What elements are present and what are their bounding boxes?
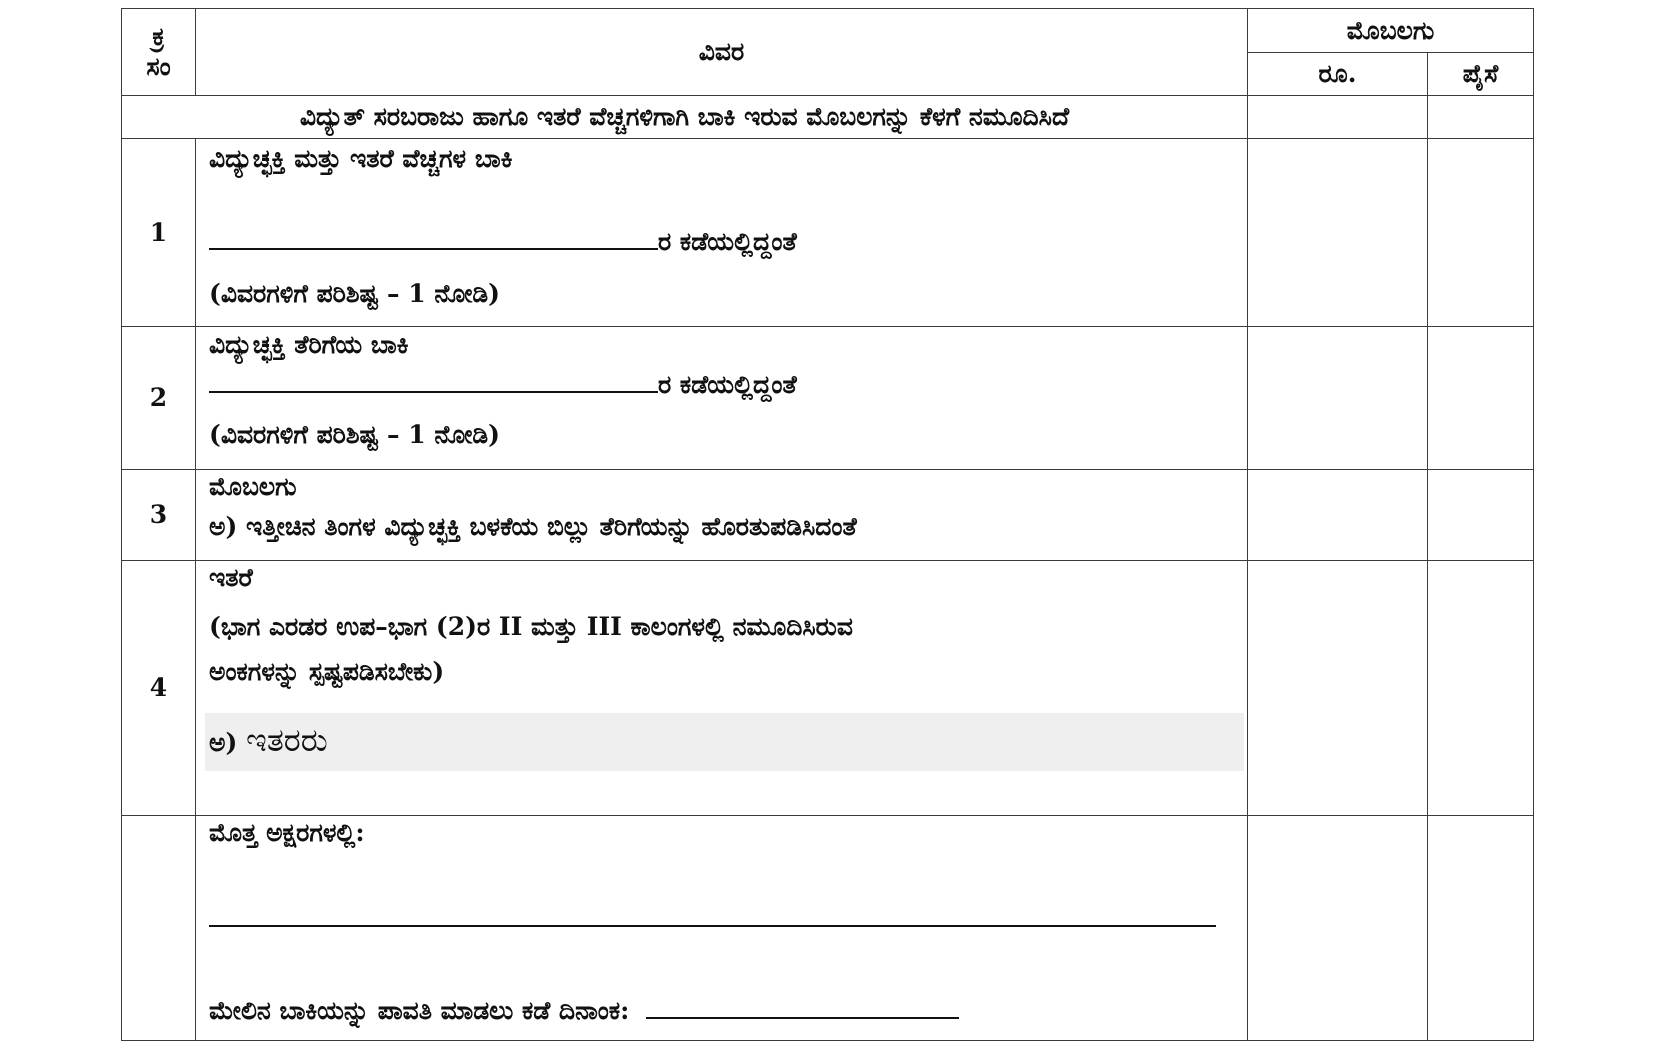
total-serial-cell xyxy=(122,816,196,1041)
row1-note: (ವಿವರಗಳಿಗೆ ಪರಿಶಿಷ್ಟ – 1 ನೋಡಿ) xyxy=(209,279,500,308)
row1-serial: 1 xyxy=(122,139,196,327)
serial-number-header xyxy=(122,9,196,96)
row4-paise-cell xyxy=(1428,561,1534,816)
payment-date-blank xyxy=(646,1017,959,1019)
row1-rupees-cell xyxy=(1248,139,1428,327)
row1-description xyxy=(196,139,1248,327)
row1-date-suffix: ರ ಕಡೆಯಲ್ಲಿದ್ದಂತೆ xyxy=(658,227,797,256)
row4-item-a xyxy=(209,721,328,759)
row2-date-line xyxy=(209,370,797,400)
row2-date-suffix: ರ ಕಡೆಯಲ್ಲಿದ್ದಂತೆ xyxy=(658,370,797,399)
row1-date-blank xyxy=(209,248,658,250)
total-in-words-blank xyxy=(209,925,1216,927)
paise-header: ಪೈಸೆ xyxy=(1428,53,1534,96)
row3-serial: 3 xyxy=(122,470,196,561)
total-in-words-label: ಮೊತ್ತ ಅಕ್ಷರಗಳಲ್ಲಿ: xyxy=(209,818,365,847)
details-header: ವಿವರ xyxy=(196,9,1248,96)
row2-note: (ವಿವರಗಳಿಗೆ ಪರಿಶಿಷ್ಟ – 1 ನೋಡಿ) xyxy=(209,420,500,449)
row4-note-line2: ಅಂಕಗಳನ್ನು ಸ್ಪಷ್ಟಪಡಿಸಬೇಕು) xyxy=(209,657,445,686)
intro-paise-cell xyxy=(1428,96,1534,139)
total-paise-cell xyxy=(1428,816,1534,1041)
row4-item-a-text: ಇತರರು xyxy=(246,721,328,759)
total-rupees-cell xyxy=(1248,816,1428,1041)
row3-paise-cell xyxy=(1428,470,1534,561)
serial-header-line1: ಕ್ರ xyxy=(152,22,165,51)
row4-item-a-marker: ಅ) xyxy=(209,728,238,757)
row4-highlight-band xyxy=(205,713,1244,771)
row4-note-line1: (ಭಾಗ ಎರಡರ ಉಪ–ಭಾಗ (2)ರ II ಮತ್ತು III ಕಾಲಂಗಳಲ್ಲಿ ನಮೂದಿಸಿರುವ xyxy=(209,612,853,641)
payment-date-label: ಮೇಲಿನ ಬಾಕಿಯನ್ನು ಪಾವತಿ ಮಾಡಲು ಕಡೆ ದಿನಾಂಕ: xyxy=(209,996,630,1025)
intro-rupees-cell xyxy=(1248,96,1428,139)
row3-rupees-cell xyxy=(1248,470,1428,561)
intro-row-text: ವಿದ್ಯುತ್ ಸರಬರಾಜು ಹಾಗೂ ಇತರೆ ವೆಚ್ಚಗಳಿಗಾಗಿ ಬಾಕಿ ಇರುವ ಮೊಬಲಗನ್ನು ಕೆಳಗೆ ನಮೂದಿಸಿದೆ xyxy=(122,96,1248,139)
row2-paise-cell xyxy=(1428,327,1534,470)
row2-title: ವಿದ್ಯುಚ್ಛಕ್ತಿ ತೆರಿಗೆಯ ಬಾಕಿ xyxy=(209,330,409,359)
total-description xyxy=(196,816,1248,1041)
arrears-statement-table xyxy=(121,8,1534,1041)
row1-date-line xyxy=(209,227,797,257)
row4-description xyxy=(196,561,1248,816)
amount-header: ಮೊಬಲಗು xyxy=(1248,9,1534,53)
row3-title: ಮೊಬಲಗು xyxy=(209,472,297,501)
row4-title: ಇತರೆ xyxy=(209,563,253,592)
rupees-header: ರೂ. xyxy=(1248,53,1428,96)
row4-rupees-cell xyxy=(1248,561,1428,816)
row2-serial: 2 xyxy=(122,327,196,470)
row1-title: ವಿದ್ಯುಚ್ಛಕ್ತಿ ಮತ್ತು ಇತರೆ ವೆಚ್ಚಗಳ ಬಾಕಿ xyxy=(209,144,513,173)
row2-date-blank xyxy=(209,391,658,393)
payment-date-line xyxy=(209,996,959,1026)
row2-description xyxy=(196,327,1248,470)
row3-description xyxy=(196,470,1248,561)
row1-paise-cell xyxy=(1428,139,1534,327)
serial-header-line2: ಸಂ xyxy=(146,52,171,81)
row4-serial: 4 xyxy=(122,561,196,816)
row2-rupees-cell xyxy=(1248,327,1428,470)
row3-item-a: ಅ) ಇತ್ತೀಚಿನ ತಿಂಗಳ ವಿದ್ಯುಚ್ಛಕ್ತಿ ಬಳಕೆಯ ಬಿಲ್ಲು ತೆರಿಗೆಯನ್ನು ಹೊರತುಪಡಿಸಿದಂತೆ xyxy=(209,512,857,541)
